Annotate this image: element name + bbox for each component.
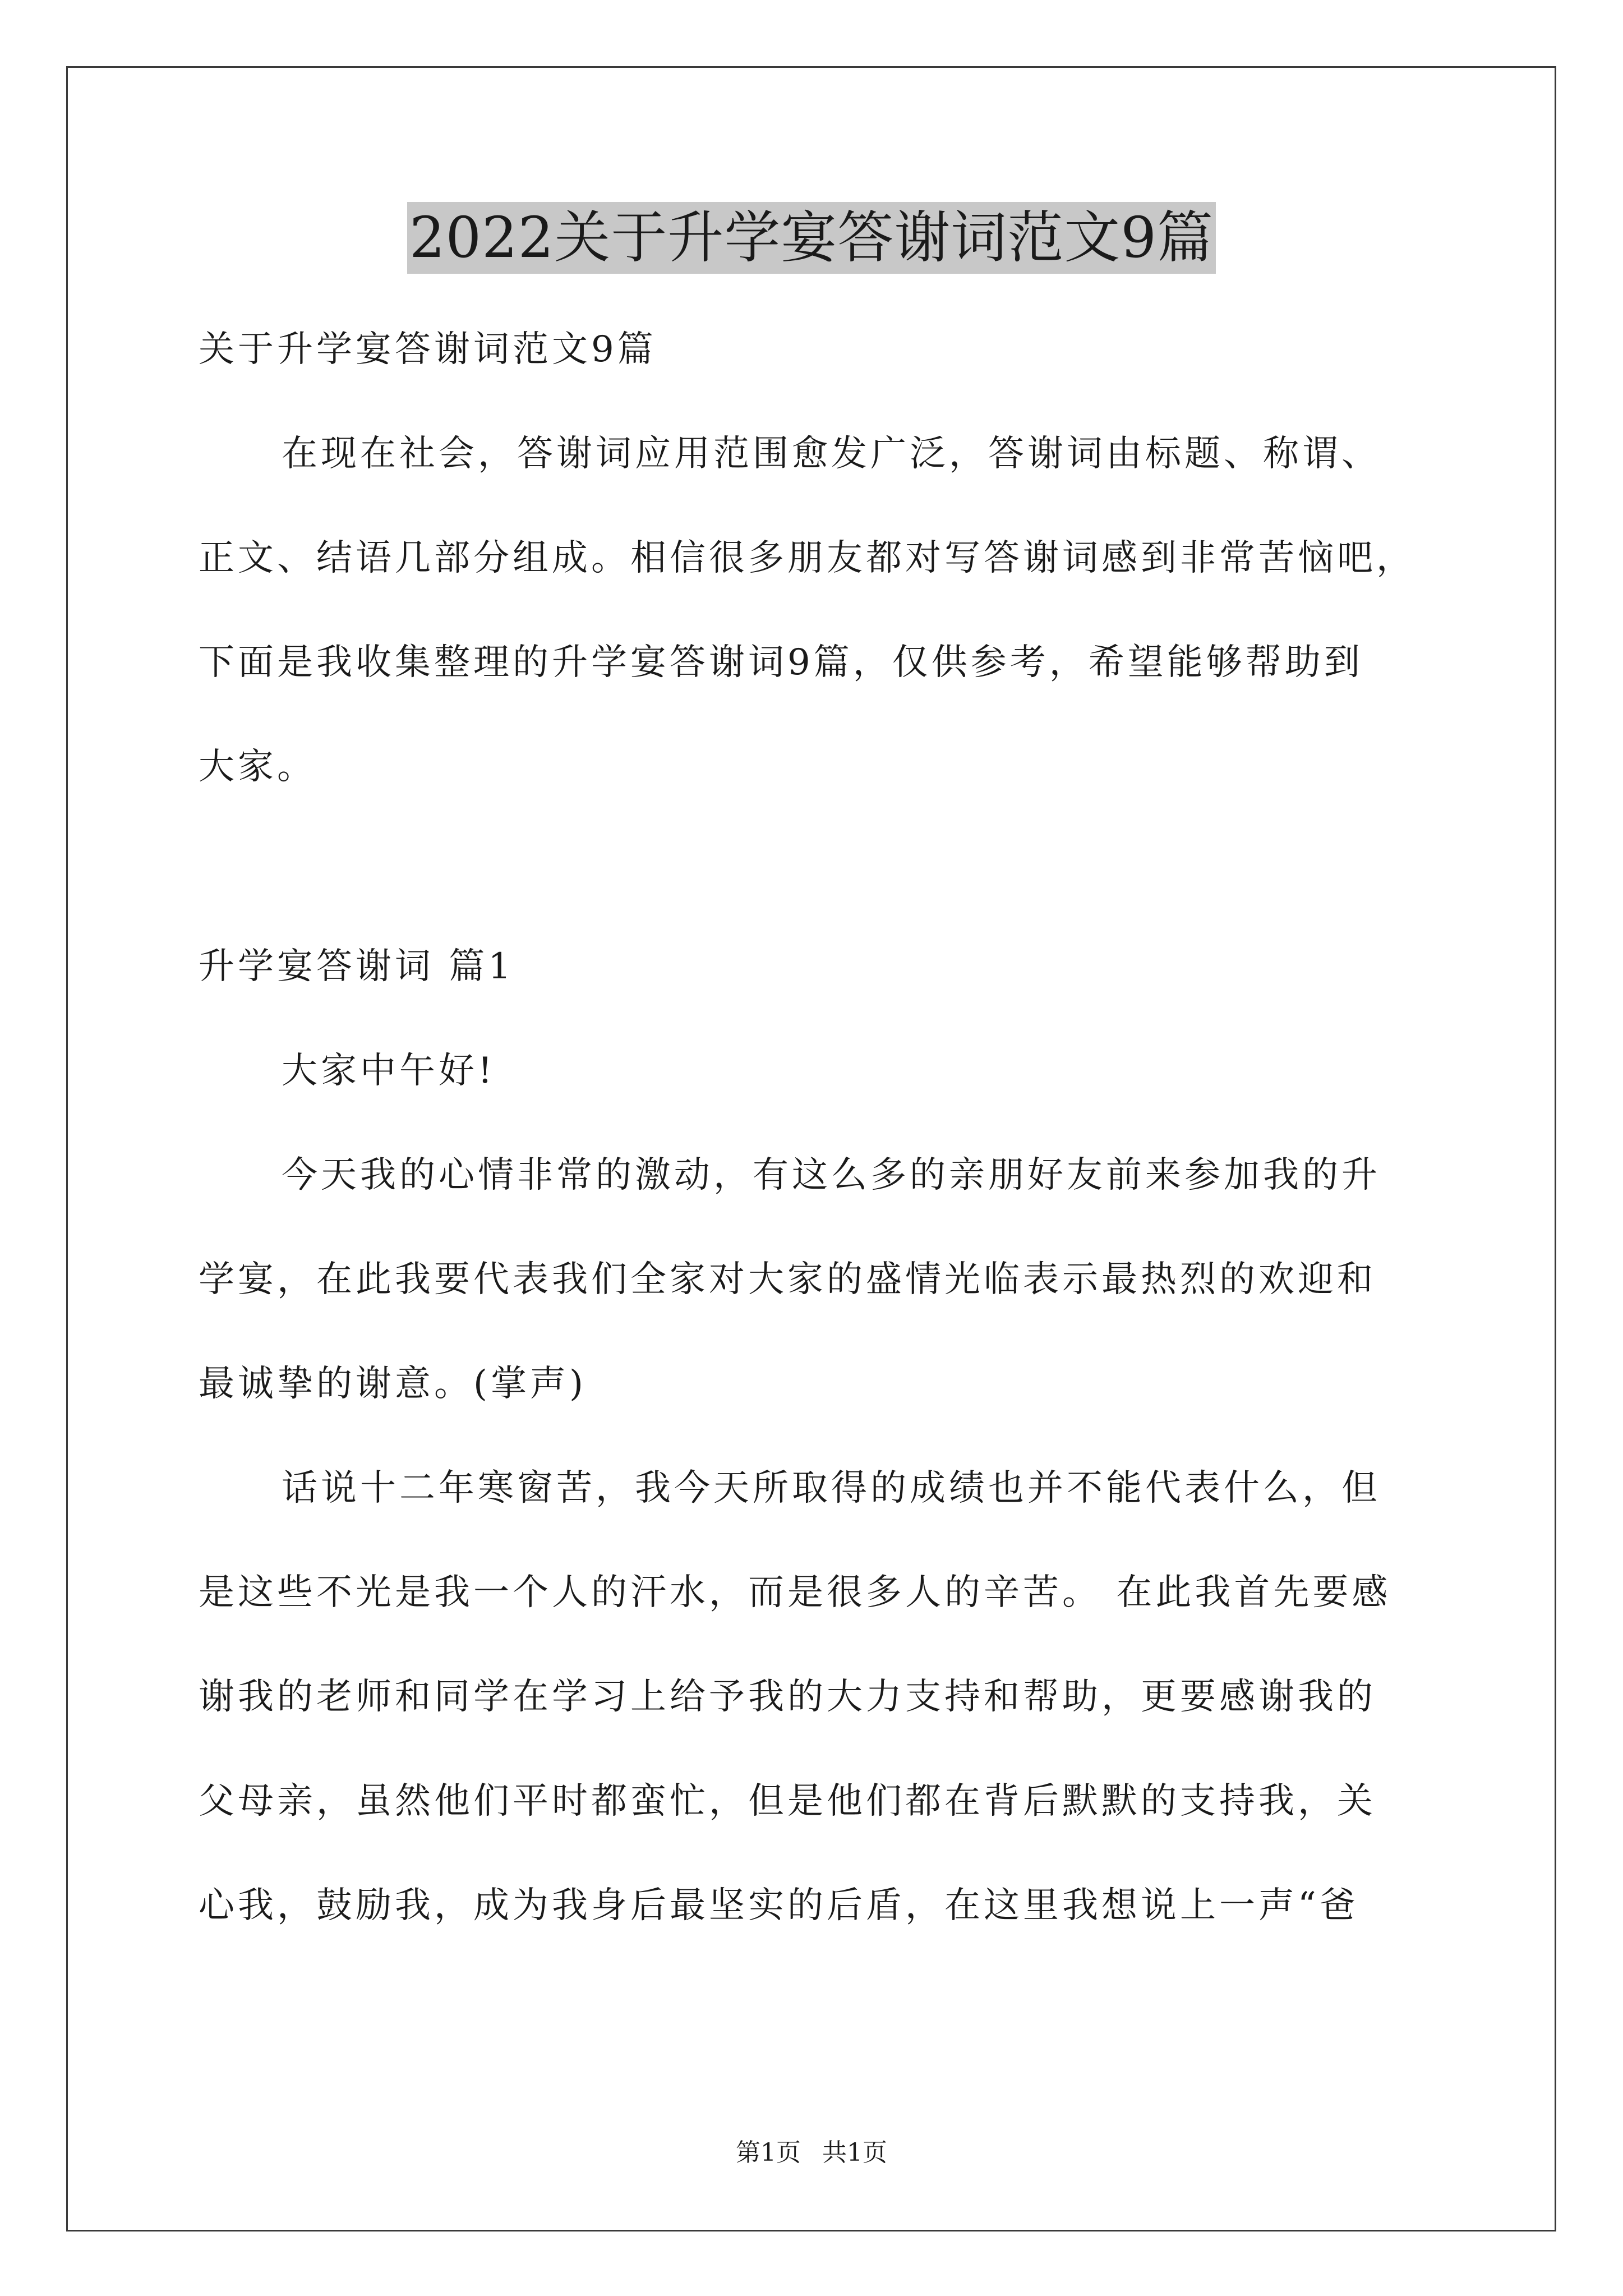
intro-line-4: 大家。 (199, 746, 316, 788)
page-number: 第1页 (736, 2138, 801, 2167)
title-area (0, 202, 1623, 274)
paragraph-2-line-1: 今天我的心情非常的激动，有这么多的亲朋好友前来参加我的升 (282, 1154, 1381, 1196)
subtitle-line: 关于升学宴答谢词范文9篇 (199, 329, 657, 370)
greeting-line: 大家中午好! (282, 1050, 496, 1092)
paragraph-3-line-4: 父母亲，虽然他们平时都蛮忙，但是他们都在背后默默的支持我，关 (199, 1780, 1376, 1822)
paragraph-3-line-2: 是这些不光是我一个人的汗水，而是很多人的辛苦。 在此我首先要感 (199, 1572, 1391, 1613)
document-body (199, 297, 1432, 1958)
section-heading: 升学宴答谢词 篇1 (199, 946, 515, 987)
paragraph-3-line-5: 心我，鼓励我，成为我身后最坚实的后盾，在这里我想说上一声“爸 (199, 1885, 1359, 1926)
intro-line-3: 下面是我收集整理的升学宴答谢词9篇，仅供参考，希望能够帮助到 (199, 642, 1363, 683)
page-footer (0, 2136, 1623, 2170)
intro-line-1: 在现在社会，答谢词应用范围愈发广泛，答谢词由标题、称谓、 (282, 433, 1381, 475)
paragraph-2-line-3: 最诚挚的谢意。(掌声) (199, 1363, 587, 1405)
paragraph-2-line-2: 学宴，在此我要代表我们全家对大家的盛情光临表示最热烈的欢迎和 (199, 1259, 1376, 1300)
page-total: 共1页 (822, 2138, 887, 2167)
section-gap (199, 819, 1432, 914)
paragraph-3-line-1: 话说十二年寒窗苦，我今天所取得的成绩也并不能代表什么，但 (282, 1467, 1381, 1509)
intro-line-2: 正文、结语几部分组成。相信很多朋友都对写答谢词感到非常苦恼吧， (199, 537, 1415, 579)
paragraph-3-line-3: 谢我的老师和同学在学习上给予我的大力支持和帮助，更要感谢我的 (199, 1676, 1376, 1718)
document-title: 2022关于升学宴答谢词范文9篇 (407, 202, 1216, 274)
